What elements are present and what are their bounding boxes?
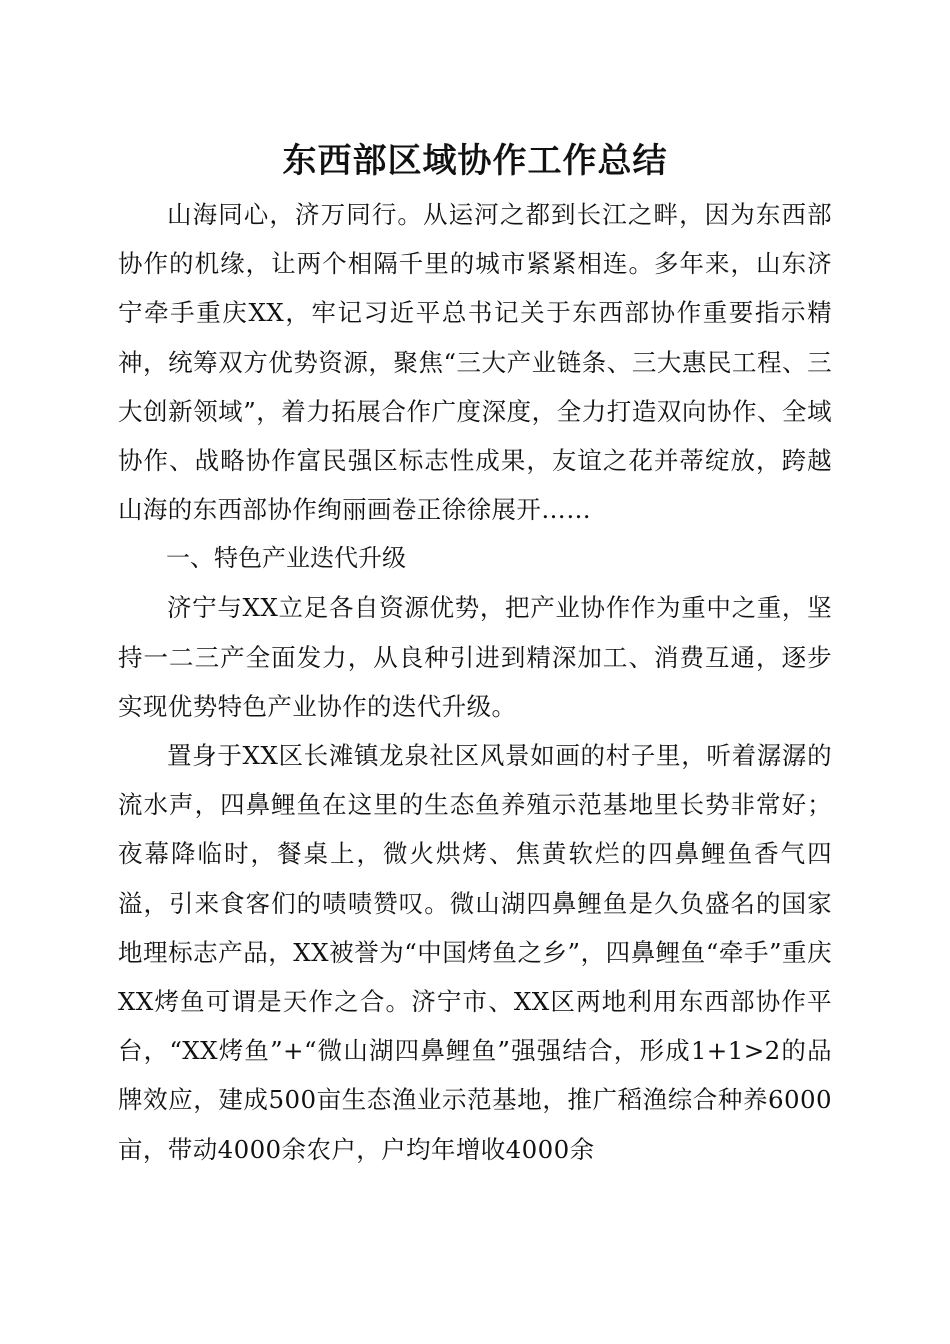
- section-paragraph: 置身于XX区长滩镇龙泉社区风景如画的村子里，听着潺潺的流水声，四鼻鲤鱼在这里的生态鱼养殖示范基地里长势非常好；夜幕降临时，餐桌上，微火烘烤、焦黄软烂的四鼻鲤鱼香气四溢，引来食客们的啧啧赞叹。微山湖四鼻鲤鱼是久负盛名的国家地理标志产品，XX被誉为“中国烤鱼之乡”，四鼻鲤鱼“牵手”重庆XX烤鱼可谓是天作之合。济宁市、XX区两地利用东西部协作平台，“XX烤鱼”+“微山湖四鼻鲤鱼”强强结合，形成1+1>2的品牌效应，建成500亩生态渔业示范基地，推广稻渔综合种养6000亩，带动4000余农户，户均年增收4000余: [118, 741, 832, 1164]
- section-paragraph: 济宁与XX立足各自资源优势，把产业协作作为重中之重，坚持一二三产全面发力，从良种引进到精深加工、消费互通，逐步实现优势特色产业协作的迭代升级。: [118, 593, 832, 721]
- section-heading: 一、特色产业迭代升级: [166, 544, 406, 573]
- document-page: [118, 136, 832, 1174]
- intro-paragraph: 山海同心，济万同行。从运河之都到长江之畔，因为东西部协作的机缘，让两个相隔千里的城市紧紧相连。多年来，山东济宁牵手重庆XX，牢记习近平总书记关于东西部协作重要指示精神，统筹双方优势资源，聚焦“三大产业链条、三大惠民工程、三大创新领域”，着力拓展合作广度深度，全力打造双向协作、全域协作、战略协作富民强区标志性成果，友谊之花并蒂绽放，跨越山海的东西部协作绚丽画卷正徐徐展开……: [118, 200, 832, 525]
- document-title: 东西部区域协作工作总结: [282, 141, 668, 181]
